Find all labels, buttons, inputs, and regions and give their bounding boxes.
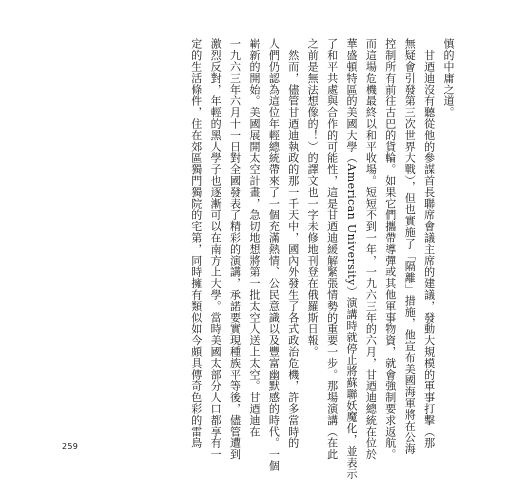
page-number: 259 — [62, 442, 79, 451]
text-column: 定的生活條件，住在郊區獨門獨院的宅第，同時擁有類似如今頗具傳奇色彩的雷鳥 — [189, 38, 203, 449]
text-column: 慎的中庸之道。 — [442, 38, 455, 118]
text-column: 控制所有前往古巴的貨輪。如果它們攜帶導彈或其他軍事物資，就會強制要求返航。 — [383, 38, 397, 460]
body-text — [186, 38, 458, 480]
text-column: 激烈反對，年輕的黑人學子也逐漸可以在南方上大學。當時美國太部分人口都享有一 — [209, 38, 223, 460]
text-column: 嶄新的開始。美國展開太空計畫，急切地想將第一批太空人送上太空。甘迺迪在 — [247, 38, 261, 437]
text-column: 人們仍認為這位年輕總統帶來了一個充滿熱情、公民意識以及豐富幽默感的時代。一個 — [267, 38, 281, 472]
text-column: 甘迺迪沒有聽從他的參謀首長聯席會議主席的建議，發動大規模的軍事打擊（那 — [422, 38, 436, 449]
text-column: 無疑會引發第三次世界大戰），但也實施了「隔離」措施，他宣布美國海軍將在公海 — [403, 38, 417, 455]
text-column: 一九六三年六月十一日對全國發表了精彩的演講，承諾要實現種族平等後，儘管遭到 — [228, 38, 242, 460]
text-column: 而這場危機最終以和平收場。短短不到一年，一九六三年的六月，甘迺迪總統在位於 — [364, 38, 378, 460]
text-column: 了和平共處與合作的可能性，這是甘迺迪緩解緊張情勢的重要一步。那場演講（在此 — [325, 38, 339, 460]
text-column: 然而，儘管甘迺迪執政的那一千天中，國內外發生了各式政治危機，許多當時的 — [286, 38, 300, 449]
text-column: 之前是無法想像的！）的譯文也一字未修地刊登在俄羅斯日報。 — [306, 38, 320, 358]
text-column: 華盛頓特區的美國大學（American University）演講時就停止將蘇聯妖魔化，並表示 — [344, 38, 358, 480]
